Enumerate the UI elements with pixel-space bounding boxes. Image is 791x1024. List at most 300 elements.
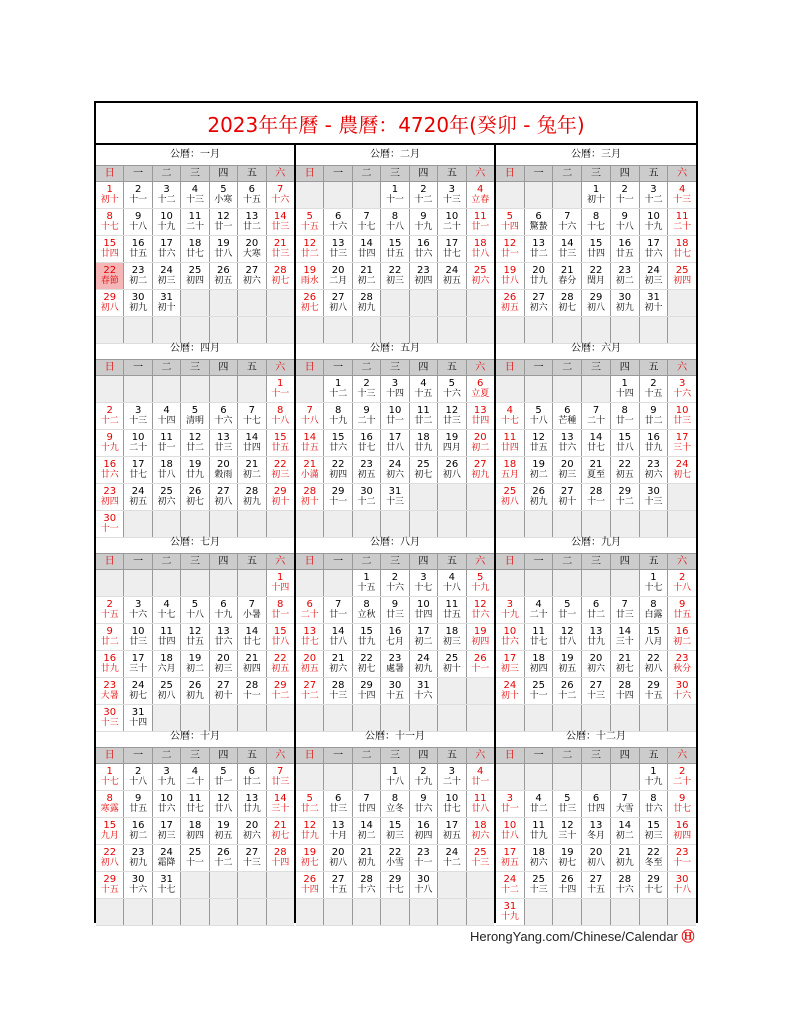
day-cell [296,263,324,289]
day-cell [467,570,494,596]
day-cell [525,570,554,596]
lunar-date: 廿四 [157,637,176,647]
day-number: 18 [188,820,202,831]
day-number: 5 [506,211,514,222]
day-number: 11 [445,599,459,610]
day-cell [438,764,466,790]
lunar-date: 十七 [157,610,176,620]
day-number: 16 [103,653,117,664]
day-number: 21 [273,238,287,249]
lunar-date: 初十 [442,664,461,674]
lunar-date: 十七 [587,222,606,232]
weekday-label: 三 [181,554,209,569]
lunar-date: 廿六 [100,470,119,480]
day-number: 22 [647,847,660,858]
day-cell [611,678,640,704]
week-row [496,624,696,651]
weekday-header [96,748,294,764]
day-number: 15 [103,820,117,831]
lunar-date: 十三 [673,195,692,205]
day-number: 14 [245,432,259,443]
lunar-date: 十四 [615,691,634,701]
day-cell [267,845,294,871]
day-number: 13 [245,211,259,222]
day-cell [296,651,324,677]
day-cell [124,457,152,483]
day-number: 3 [134,405,142,416]
weekday-label: 四 [410,748,438,763]
lunar-date: 廿八 [471,804,490,814]
lunar-date: 廿三 [385,610,404,620]
lunar-date: 十四 [300,885,319,895]
lunar-date: 十五 [100,610,119,620]
lunar-date: 初七 [300,858,319,868]
day-number: 29 [103,874,117,885]
week-row [296,624,494,651]
week-row [96,403,294,430]
day-cell [496,236,525,262]
day-number: 30 [618,292,632,303]
day-cell [324,791,352,817]
day-number: 10 [131,626,145,637]
day-cell [324,624,352,650]
day-cell [181,263,209,289]
day-number: 3 [163,766,170,777]
weekday-label: 日 [296,166,324,181]
day-cell [238,430,266,456]
day-cell [438,209,466,235]
lunar-date: 十二 [300,691,319,701]
day-number: 22 [331,459,345,470]
day-cell [238,678,266,704]
lunar-date: 初十 [644,303,663,313]
day-cell [153,290,181,316]
day-cell [582,624,611,650]
day-cell [353,457,381,483]
lunar-date: 初六 [644,470,663,480]
day-cell [238,872,266,898]
lunar-date: 廿一 [558,610,577,620]
day-number: 7 [592,405,600,416]
day-number: 19 [473,626,487,637]
lunar-date: 冬至 [644,858,663,868]
day-number: 10 [160,793,173,804]
lunar-date: 初八 [157,691,176,701]
lunar-date: 十一 [271,389,290,399]
day-number: 11 [473,793,487,804]
day-cell [553,678,582,704]
month-block [496,339,696,533]
day-number: 18 [160,653,173,664]
day-cell [525,899,554,925]
day-cell [611,182,640,208]
lunar-date: 廿七 [242,637,261,647]
lunar-date: 六月 [157,664,176,674]
day-cell [467,236,494,262]
day-cell [640,182,669,208]
lunar-date: 廿八 [615,443,634,453]
day-cell [525,403,554,429]
day-number: 7 [277,184,284,195]
week-row [496,872,696,899]
month-block [96,727,296,921]
calendar-frame [94,101,698,923]
day-number: 23 [647,459,660,470]
weekday-label: 三 [381,166,409,181]
day-cell [296,457,324,483]
week-row [96,845,294,872]
day-cell [324,182,352,208]
day-cell [381,403,409,429]
day-cell [238,845,266,871]
day-number: 20 [303,653,317,664]
day-cell [611,845,640,871]
day-number: 28 [273,265,287,276]
day-cell [181,403,209,429]
day-cell [267,791,294,817]
day-cell [496,764,525,790]
lunar-date: 廿七 [673,249,692,259]
day-cell [324,430,352,456]
day-cell [124,263,152,289]
week-row [296,263,494,290]
lunar-date: 廿三 [442,416,461,426]
day-cell [210,290,238,316]
day-cell [353,764,381,790]
day-number: 5 [191,405,199,416]
day-cell [496,791,525,817]
lunar-date: 廿六 [558,443,577,453]
day-number: 6 [592,599,600,610]
day-cell [668,791,696,817]
day-number: 22 [618,459,632,470]
lunar-date: 十六 [214,416,233,426]
day-cell [381,236,409,262]
day-cell [582,484,611,510]
day-number: 5 [535,405,542,416]
day-number: 26 [188,486,202,497]
lunar-date: 初二 [357,831,376,841]
day-cell [553,872,582,898]
weekday-label: 一 [324,360,352,375]
lunar-date: 初六 [587,664,606,674]
lunar-date: 立春 [471,195,490,205]
weekday-label: 日 [296,554,324,569]
day-cell [267,764,294,790]
day-number: 24 [388,459,402,470]
day-number: 17 [445,820,459,831]
day-cell [324,597,352,623]
day-cell [467,872,494,898]
day-cell [267,403,294,429]
lunar-date: 穀雨 [214,470,233,480]
lunar-date: 二十 [300,610,319,620]
day-cell [210,791,238,817]
lunar-date: 廿九 [529,831,548,841]
day-cell [525,209,554,235]
lunar-date: 廿二 [644,416,663,426]
day-cell [668,290,696,316]
lunar-date: 初八 [100,858,119,868]
day-number: 13 [560,432,574,443]
day-cell [181,651,209,677]
day-cell [410,430,438,456]
weekday-label: 六 [475,750,486,761]
lunar-date: 廿三 [558,249,577,259]
day-number: 1 [650,572,657,583]
weekday-header [96,360,294,376]
day-cell [410,872,438,898]
week-row [96,651,294,678]
lunar-date: 初六 [157,497,176,507]
day-number: 17 [445,238,459,249]
day-cell [381,484,409,510]
day-cell [324,570,352,596]
lunar-date: 廿三 [673,416,692,426]
month-title: 公曆：十月 [96,727,294,748]
lunar-date: 廿八 [329,637,348,647]
day-cell [438,624,466,650]
day-cell [124,570,152,596]
lunar-date: 廿八 [157,470,176,480]
week-row [296,791,494,818]
day-number: 20 [589,847,603,858]
weekday-label: 三 [381,360,409,375]
day-cell [124,182,152,208]
lunar-date: 十一 [587,497,606,507]
day-number: 10 [131,432,145,443]
weekday-label: 二 [553,554,582,569]
day-cell [438,651,466,677]
day-number: 21 [245,653,259,664]
day-cell [640,457,669,483]
day-cell [582,845,611,871]
day-number: 22 [360,653,373,664]
day-cell [525,484,554,510]
week-row [96,457,294,484]
day-cell [153,597,181,623]
lunar-date: 十八 [673,583,692,593]
day-number: 18 [188,238,202,249]
day-number: 9 [650,405,657,416]
weekday-header [496,360,696,376]
day-number: 16 [388,626,402,637]
day-cell [611,457,640,483]
lunar-date: 二十 [529,610,548,620]
lunar-date: 廿七 [587,443,606,453]
weekday-label: 五 [640,166,669,181]
day-cell [124,651,152,677]
day-cell [153,624,181,650]
weekday-label: 五 [238,360,266,375]
lunar-date: 廿一 [271,610,290,620]
day-number: 22 [103,847,117,858]
day-cell [582,290,611,316]
day-cell [525,624,554,650]
day-number: 18 [445,626,459,637]
day-number: 4 [163,405,170,416]
day-number: 19 [217,238,230,249]
day-cell [296,403,324,429]
day-cell [210,570,238,596]
day-number: 2 [106,405,113,416]
day-number: 18 [473,238,487,249]
day-cell [96,791,124,817]
lunar-date: 初三 [644,276,663,286]
day-cell [324,818,352,844]
day-cell [181,182,209,208]
day-number: 21 [303,459,317,470]
day-cell [153,818,181,844]
lunar-date: 廿一 [329,610,348,620]
day-number: 28 [618,874,632,885]
day-number: 4 [420,378,427,389]
lunar-date: 初二 [673,637,692,647]
lunar-date: 初三 [385,276,404,286]
day-number: 12 [532,432,545,443]
day-cell [210,818,238,844]
day-number: 19 [217,820,230,831]
lunar-date: 廿四 [414,610,433,620]
day-cell [438,899,466,925]
day-number: 8 [650,793,657,804]
day-cell [238,570,266,596]
lunar-date: 初四 [185,831,204,841]
lunar-date: 初七 [673,470,692,480]
day-number: 19 [560,653,574,664]
lunar-date: 三十 [673,443,692,453]
weekday-label: 五 [438,554,466,569]
lunar-date: 十九 [414,222,433,232]
weekday-label: 日 [96,554,124,569]
lunar-date: 廿九 [357,637,376,647]
day-cell [210,678,238,704]
day-number: 1 [391,766,399,777]
day-cell [124,403,152,429]
day-number: 30 [131,874,145,885]
day-number: 8 [391,211,399,222]
lunar-date: 廿九 [300,831,319,841]
lunar-date: 初七 [357,664,376,674]
lunar-date: 廿六 [500,637,519,647]
day-cell [467,791,494,817]
day-cell [353,818,381,844]
day-cell [668,236,696,262]
month-block [296,533,496,727]
day-number: 17 [160,820,173,831]
day-number: 7 [306,405,313,416]
day-cell [210,624,238,650]
day-cell [611,236,640,262]
day-number: 14 [245,626,259,637]
day-number: 8 [621,405,628,416]
weekday-label: 四 [410,360,438,375]
day-cell [640,403,669,429]
lunar-date: 二十 [357,416,376,426]
day-number: 12 [188,626,202,637]
lunar-date: 十八 [442,583,461,593]
day-cell [410,818,438,844]
lunar-date: 二月 [329,276,348,286]
day-number: 25 [532,874,545,885]
lunar-date: 十六 [357,885,376,895]
lunar-date: 廿三 [329,804,348,814]
day-number: 27 [589,874,603,885]
week-row [296,651,494,678]
weekday-label: 五 [640,360,669,375]
day-number: 4 [678,184,686,195]
day-number: 10 [445,211,459,222]
day-cell [381,791,409,817]
day-number: 2 [363,378,370,389]
day-number: 15 [273,626,287,637]
day-number: 20 [589,653,603,664]
day-number: 23 [388,653,402,664]
day-number: 9 [391,599,399,610]
week-row [496,678,696,705]
day-cell [324,457,352,483]
day-cell [438,791,466,817]
day-number: 14 [273,793,287,804]
week-row [496,376,696,403]
day-number: 8 [363,599,370,610]
day-cell [96,430,124,456]
day-cell [324,872,352,898]
lunar-date: 廿七 [300,637,319,647]
day-cell [467,376,494,402]
day-number: 15 [589,238,603,249]
day-number: 19 [503,265,517,276]
lunar-date: 十四 [271,858,290,868]
lunar-date: 二十 [129,443,148,453]
week-row [296,209,494,236]
day-cell [381,624,409,650]
lunar-date: 廿八 [214,249,233,259]
day-number: 20 [217,653,230,664]
day-cell [467,403,494,429]
day-cell [640,570,669,596]
weekday-header [296,166,494,182]
day-number: 10 [160,211,173,222]
day-cell [410,791,438,817]
week-row [296,430,494,457]
lunar-date: 二十 [185,222,204,232]
lunar-date: 十九 [644,222,663,232]
lunar-date: 廿二 [587,610,606,620]
day-number: 3 [448,766,455,777]
day-number: 15 [618,432,632,443]
lunar-date: 初五 [442,831,461,841]
lunar-date: 廿一 [471,777,490,787]
day-cell [381,651,409,677]
lunar-date: 初九 [615,858,634,868]
day-number: 6 [592,793,600,804]
day-cell [181,376,209,402]
lunar-date: 十九 [500,912,519,922]
day-number: 13 [217,432,230,443]
lunar-date: 廿三 [271,249,290,259]
lunar-date: 初四 [100,497,119,507]
day-number: 27 [245,265,259,276]
day-number: 20 [532,265,545,276]
day-number: 29 [589,292,603,303]
day-cell [296,624,324,650]
day-cell [353,182,381,208]
day-number: 14 [560,238,574,249]
day-number: 25 [503,486,517,497]
day-cell [296,236,324,262]
day-cell [668,263,696,289]
